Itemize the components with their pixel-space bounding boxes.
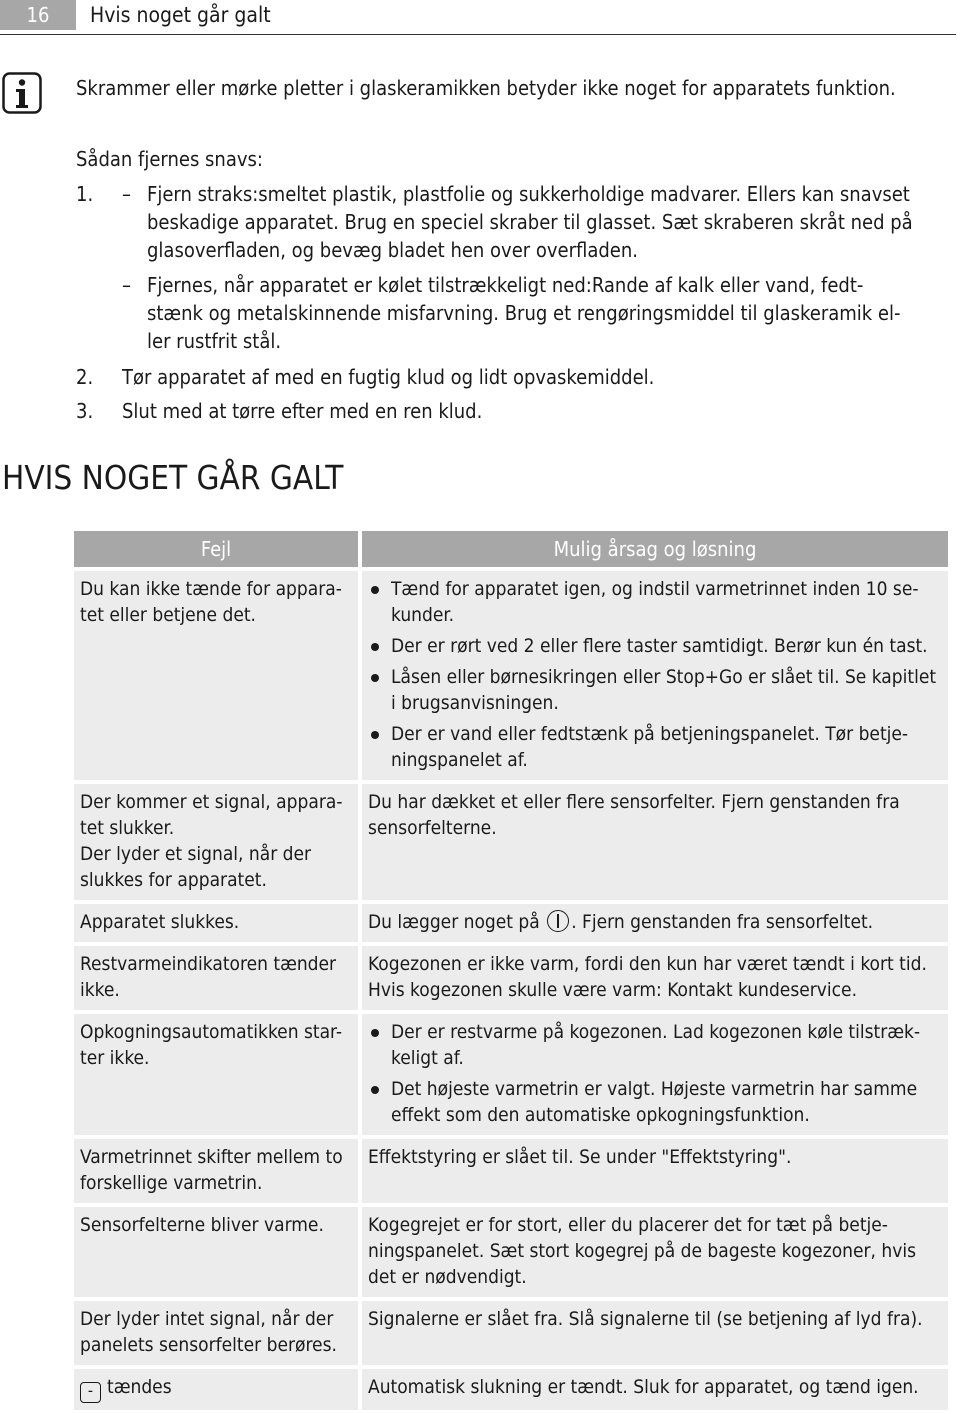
solution-cell [362,1139,948,1203]
list-item [368,633,942,659]
list-item [368,576,942,628]
info-note: Skrammer eller mørke pletter i glaskeramikken betyder ikke noget for apparatets funktion. [76,76,896,100]
fault-cell [74,571,358,780]
step-1b-line-3: ler rustfrit stål. [147,329,282,353]
page-header [0,0,960,36]
list-item [368,664,942,716]
list-item-line: kunder. [391,604,455,626]
solution-line: Hvis kogezonen skulle være varm: Kontakt kundeservice. [368,979,857,1001]
fault-line: Apparatet slukkes. [80,911,240,933]
page-number: 16 [0,0,76,30]
list-item [368,1019,942,1071]
column-header-fault: Fejl [74,531,358,567]
fault-line: Der kommer et signal, appara- [80,791,343,813]
cleaning-heading: Sådan fjernes snavs: [76,147,263,171]
list-item-line: Der er rørt ved 2 eller flere taster samtidigt. Berør kun én tast. [391,635,928,657]
solution-text: . Fjern genstanden fra sensorfeltet. [571,911,874,933]
fault-line: slukkes for apparatet. [80,869,267,891]
fault-line: ikke. [80,979,120,1001]
fault-line: Sensorfelterne bliver varme. [80,1214,324,1236]
section-title: Hvis noget går galt [90,3,271,27]
solution-cell [362,1369,948,1410]
fault-line: ter ikke. [80,1047,150,1069]
list-item-line: keligt af. [391,1047,464,1069]
fault-line: panelets sensorfelter berøres. [80,1334,337,1356]
fault-cell [74,784,358,900]
fault-cell [74,1139,358,1203]
list-item-line: Det højeste varmetrin er valgt. Højeste varmetrin har samme [391,1078,918,1100]
fault-cell [74,904,358,942]
solution-line: Signalerne er slået fra. Slå signalerne til (se betjening af lyd fra). [368,1308,923,1330]
solution-list [368,576,942,773]
fault-cell [74,946,358,1010]
troubleshooting-table [70,527,952,1414]
table-row [74,1369,948,1410]
list-item [368,1076,942,1128]
fault-line: Restvarmeindikatoren tænder [80,953,337,975]
table-row [74,1301,948,1365]
step-1a-line-2: beskadige apparatet. Brug en speciel skraber til glasset. Sæt skraberen skråt ned på [147,210,913,234]
solution-cell [362,784,948,900]
step-1a-line-3: glasoverfladen, og bevæg bladet hen over overfladen. [147,238,638,262]
column-header-solution: Mulig årsag og løsning [362,531,948,567]
step-1b-dash: – [122,273,131,297]
step-1a-line-1: Fjern straks:smeltet plastik, plastfolie og sukkerholdige madvarer. Ellers kan snavset [147,182,910,206]
solution-cell [362,1207,948,1297]
list-item [368,721,942,773]
solution-cell [362,571,948,780]
list-item-line: Der er restvarme på kogezonen. Lad kogezonen køle tilstræk- [391,1021,921,1043]
table-row [74,1139,948,1203]
fault-line: tet eller betjene det. [80,604,256,626]
fault-line: Opkogningsautomatikken star- [80,1021,343,1043]
solution-line: det er nødvendigt. [368,1266,527,1288]
list-item-line: i brugsanvisningen. [391,692,559,714]
solution-line: sensorfelterne. [368,817,497,839]
fault-line: Varmetrinnet skifter mellem to [80,1146,343,1168]
step-1b-line-2: stænk og metalskinnende misfarvning. Brug et rengøringsmiddel til glaskeramik el- [147,301,901,325]
fault-line: Der lyder intet signal, når der [80,1308,334,1330]
table-row [74,1207,948,1297]
list-item-line: Låsen eller børnesikringen eller Stop+Go er slået til. Se kapitlet [391,666,937,688]
list-item-line: ningspanelet af. [391,749,528,771]
fault-cell [74,1369,358,1410]
table-row [74,904,948,942]
fault-text: tændes [107,1376,172,1398]
step-1a-dash: – [122,182,131,206]
step-1b-line-1: Fjernes, når apparatet er kølet tilstrækkeligt ned:Rande af kalk eller vand, fedt- [147,273,864,297]
table-header-row [74,531,948,567]
solution-line: Kogezonen er ikke varm, fordi den kun har været tændt i kort tid. [368,953,927,975]
fault-line: Du kan ikke tænde for appara- [80,578,342,600]
table-row [74,1014,948,1135]
step-2-text: Tør apparatet af med en fugtig klud og lidt opvaskemiddel. [122,365,655,389]
list-item-line: Der er vand eller fedtstænk på betjeningspanelet. Tør betje- [391,723,909,745]
step-1-number: 1. [76,182,94,206]
solution-cell [362,904,948,942]
fault-cell [74,1014,358,1135]
fault-line: Der lyder et signal, når der [80,843,312,865]
minus-key-icon: - [80,1382,101,1403]
solution-cell [362,1014,948,1135]
list-item-line: effekt som den automatiske opkogningsfunktion. [391,1104,810,1126]
solution-line: ningspanelet. Sæt stort kogegrej på de bageste kogezoner, hvis [368,1240,917,1262]
table-row [74,946,948,1010]
table-row [74,784,948,900]
section-heading: HVIS NOGET GÅR GALT [2,458,344,497]
step-3-text: Slut med at tørre efter med en ren klud. [122,399,483,423]
list-item-line: Tænd for apparatet igen, og indstil varmetrinnet inden 10 se- [391,578,919,600]
solution-line: Du har dækket et eller flere sensorfelter. Fjern genstanden fra [368,791,900,813]
solution-cell [362,946,948,1010]
fault-cell [74,1301,358,1365]
step-2-number: 2. [76,365,94,389]
solution-line: Kogegrejet er for stort, eller du placerer det for tæt på betje- [368,1214,888,1236]
fault-line: forskellige varmetrin. [80,1172,263,1194]
fault-line: tet slukker. [80,817,175,839]
on-off-icon [547,910,569,932]
solution-line: Effektstyring er slået til. Se under "Effektstyring". [368,1146,792,1168]
header-rule [0,34,956,35]
fault-cell [74,1207,358,1297]
solution-text: Du lægger noget på [368,911,540,933]
solution-list [368,1019,942,1128]
step-3-number: 3. [76,399,94,423]
solution-cell [362,1301,948,1365]
info-icon [2,72,42,114]
table-row [74,571,948,780]
solution-line: Automatisk slukning er tændt. Sluk for apparatet, og tænd igen. [368,1376,919,1398]
